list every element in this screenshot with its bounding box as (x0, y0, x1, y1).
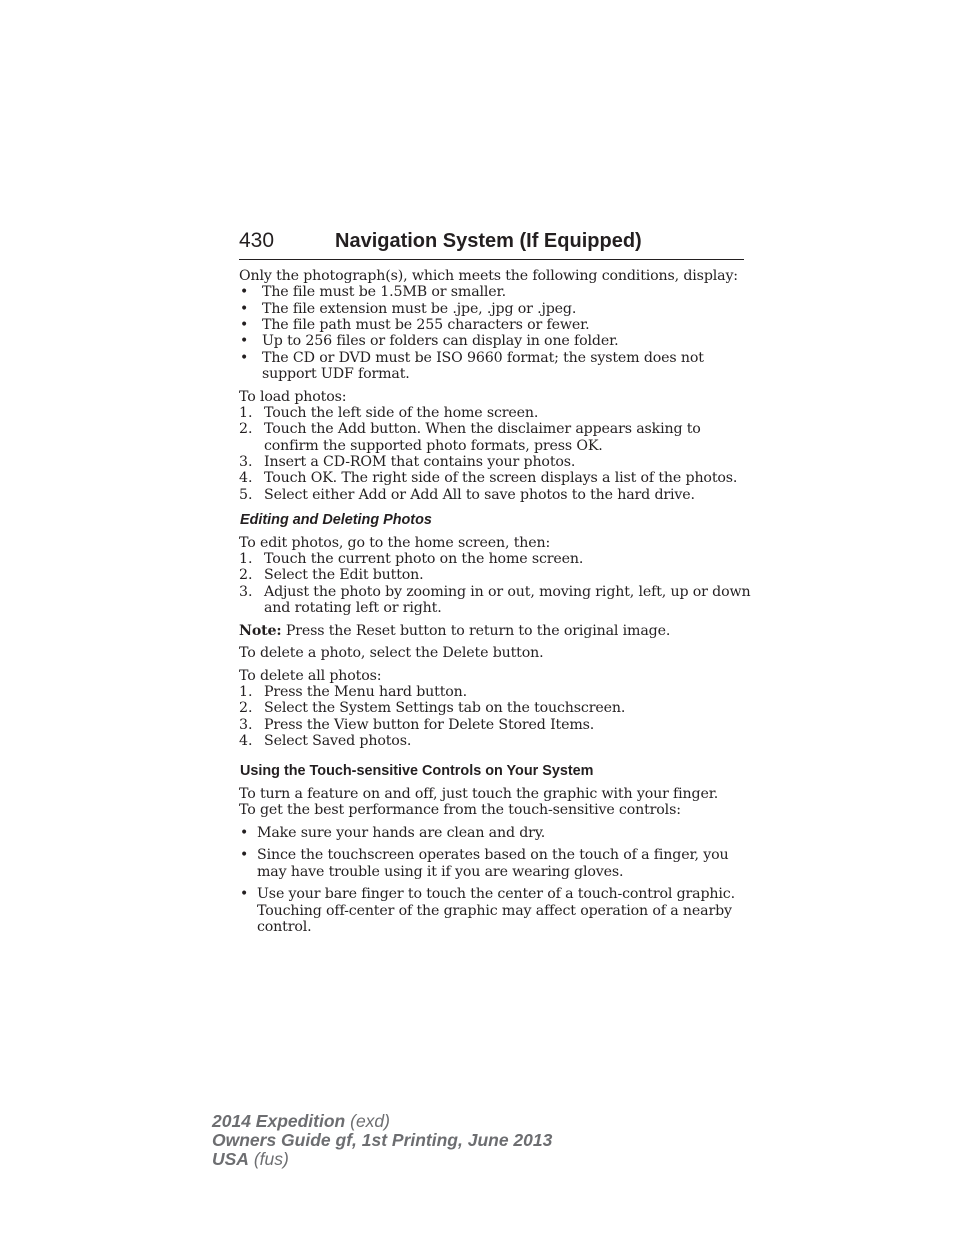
footer-model-code: (exd) (345, 1111, 390, 1131)
condition-item: The file must be 1.5MB or smaller. (262, 284, 506, 300)
conditions-intro: Only the photograph(s), which meets the following conditions, display: (239, 268, 738, 284)
edit-step: Touch the current photo on the home screen. (264, 551, 584, 567)
bullet-icon: • (240, 886, 249, 902)
editing-intro: To edit photos, go to the home screen, then: (239, 535, 551, 551)
edit-step: Select the Edit button. (264, 567, 424, 583)
footer-market (212, 1150, 289, 1169)
touch-tip-continued: Touching off-center of the graphic may affect operation of a nearby (257, 903, 732, 919)
footer-printing (212, 1131, 552, 1150)
step-number: 1. (239, 405, 253, 421)
bullet-icon: • (240, 301, 249, 317)
load-step: Touch the Add button. When the disclaimer appears asking to (264, 421, 701, 437)
footer-model-name: 2014 Expedition (212, 1111, 346, 1131)
touch-tip-continued: may have trouble using it if you are wearing gloves. (257, 864, 624, 880)
step-number: 2. (239, 567, 253, 583)
touch-tip-continued: control. (257, 919, 312, 935)
footer-printing-text: Owners Guide gf, 1st Printing, June 2013 (212, 1130, 553, 1150)
delete-step: Select the System Settings tab on the touchscreen. (264, 700, 626, 716)
bullet-icon: • (240, 847, 249, 863)
bullet-icon: • (240, 317, 249, 333)
bullet-icon: • (240, 825, 249, 841)
note-text: Press the Reset button to return to the original image. (281, 623, 671, 639)
step-number: 5. (239, 487, 253, 503)
load-step-continued: confirm the supported photo formats, press OK. (264, 438, 603, 454)
touch-tip: Use your bare finger to touch the center of a touch-control graphic. (257, 886, 735, 902)
delete-step: Select Saved photos. (264, 733, 412, 749)
load-step: Insert a CD-ROM that contains your photos. (264, 454, 576, 470)
footer-market-name: USA (212, 1149, 249, 1169)
condition-item-continued: support UDF format. (262, 366, 410, 382)
condition-item: The file path must be 255 characters or fewer. (262, 317, 590, 333)
page-number: 430 (239, 229, 275, 252)
touch-tip: Make sure your hands are clean and dry. (257, 825, 546, 841)
step-number: 2. (239, 700, 253, 716)
step-number: 4. (239, 733, 253, 749)
condition-item: Up to 256 files or folders can display in one folder. (262, 333, 619, 349)
page-header (239, 229, 744, 260)
bullet-icon: • (240, 350, 249, 366)
edit-step-continued: and rotating left or right. (264, 600, 442, 616)
touch-intro: To turn a feature on and off, just touch the graphic with your finger. (239, 786, 719, 802)
step-number: 3. (239, 584, 253, 600)
load-step: Touch the left side of the home screen. (264, 405, 539, 421)
note-paragraph (239, 623, 670, 640)
edit-step: Adjust the photo by zooming in or out, moving right, left, up or down (264, 584, 751, 600)
delete-all-intro: To delete all photos: (239, 668, 382, 684)
footer-market-code: (fus) (248, 1149, 289, 1169)
touch-tip: Since the touchscreen operates based on the touch of a finger, you (257, 847, 729, 863)
condition-item: The CD or DVD must be ISO 9660 format; the system does not (262, 350, 704, 366)
load-step: Select either Add or Add All to save photos to the hard drive. (264, 487, 695, 503)
load-step: Touch OK. The right side of the screen displays a list of the photos. (264, 470, 738, 486)
step-number: 1. (239, 684, 253, 700)
load-photos-intro: To load photos: (239, 389, 347, 405)
bullet-icon: • (240, 333, 249, 349)
step-number: 3. (239, 717, 253, 733)
delete-one-text: To delete a photo, select the Delete button. (239, 645, 544, 661)
delete-step: Press the View button for Delete Stored Items. (264, 717, 595, 733)
delete-step: Press the Menu hard button. (264, 684, 467, 700)
touch-heading: Using the Touch-sensitive Controls on Your System (240, 763, 594, 779)
step-number: 3. (239, 454, 253, 470)
footer-model (212, 1112, 390, 1131)
touch-intro: To get the best performance from the touch-sensitive controls: (239, 802, 681, 818)
step-number: 1. (239, 551, 253, 567)
bullet-icon: • (240, 284, 249, 300)
note-label: Note: (239, 623, 282, 639)
editing-heading: Editing and Deleting Photos (240, 512, 432, 528)
step-number: 4. (239, 470, 253, 486)
step-number: 2. (239, 421, 253, 437)
condition-item: The file extension must be .jpe, .jpg or .jpeg. (262, 301, 577, 317)
page-title: Navigation System (If Equipped) (335, 230, 642, 252)
